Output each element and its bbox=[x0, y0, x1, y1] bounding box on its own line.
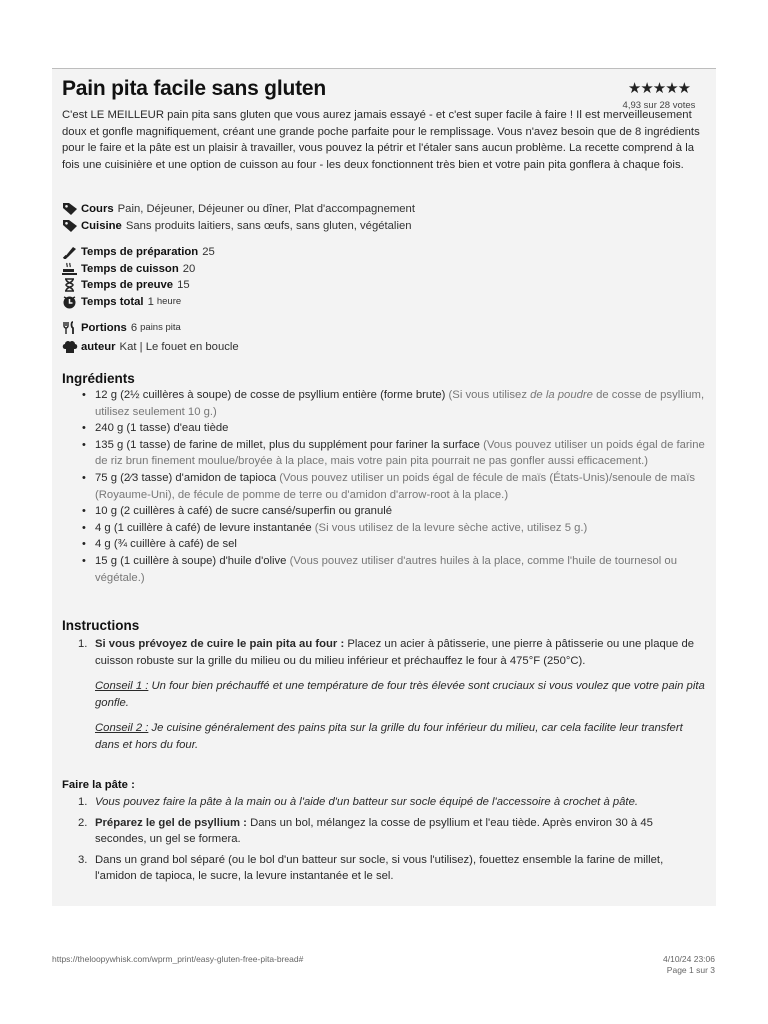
note-part: (Si vous utilisez bbox=[448, 389, 531, 401]
footer-url: https://theloopywhisk.com/wprm_print/easy-gluten-free-pita-bread# bbox=[52, 954, 304, 964]
star-rating-icon[interactable]: ★★★★★ bbox=[627, 80, 691, 97]
ingredient-item bbox=[95, 470, 707, 503]
ingredient-item bbox=[95, 387, 707, 420]
cook-time-value: 20 bbox=[182, 262, 196, 275]
step-body: Placez un acier à pâtisserie, une pierre à pâtisserie ou une plaque de cuisson robuste sur la grille du milieu ou du milieu inférieur et préchauffez le four à 475°F (250°C). bbox=[95, 638, 695, 667]
cuisine-row bbox=[62, 218, 415, 235]
servings-value[interactable]: 6 bbox=[130, 322, 138, 334]
cuisine-label: Cuisine bbox=[81, 219, 122, 232]
knife-icon bbox=[62, 245, 78, 259]
ingredients-heading: Ingrédients bbox=[62, 371, 135, 386]
ingredient-text: 12 g (2½ cuillères à soupe) de cosse de psyllium entière (forme brute) bbox=[95, 389, 449, 401]
dough-subheading: Faire la pâte : bbox=[62, 779, 135, 791]
author-value: Kat | Le fouet en boucle bbox=[119, 340, 239, 353]
prep-time-row bbox=[62, 244, 215, 261]
ingredient-text: 10 g (2 cuillères à café) de sucre cansé/superfin ou granulé bbox=[95, 505, 393, 518]
author-label: auteur bbox=[81, 340, 116, 353]
instruction-step bbox=[78, 852, 707, 885]
instructions-list bbox=[78, 636, 707, 754]
instruction-step bbox=[78, 636, 707, 754]
ingredient-note: (Vous pouvez utiliser d'autres huiles à la place, comme l'huile de tournesol ou végétale.) bbox=[95, 554, 677, 584]
step-number: 1. bbox=[78, 796, 88, 808]
total-time-unit: heure bbox=[156, 295, 182, 307]
step-number: 3. bbox=[78, 853, 88, 866]
footer-meta bbox=[663, 954, 715, 976]
prep-time-label: Temps de préparation bbox=[81, 246, 199, 258]
step-text bbox=[95, 636, 707, 669]
note-emphasis: de la poudre bbox=[530, 389, 593, 401]
ingredient-item bbox=[95, 536, 707, 553]
course-value: Pain, Déjeuner, Déjeuner ou dîner, Plat d'accompagnement bbox=[117, 203, 415, 215]
step-body: Vous pouvez faire la pâte à la main ou à l'aide d'un batteur sur socle équipé de l'accessoire à crochet à pâte. bbox=[95, 796, 638, 808]
dough-steps bbox=[78, 794, 707, 885]
ingredient-item bbox=[95, 553, 707, 586]
ingredient-item bbox=[95, 437, 707, 470]
footer-page: Page 1 sur 3 bbox=[666, 965, 715, 975]
servings-unit: pains pita bbox=[140, 322, 181, 333]
ingredients-list bbox=[95, 387, 707, 586]
ingredient-text: 135 g (1 tasse) de farine de millet, plus du supplément pour fariner la surface bbox=[95, 438, 484, 451]
tip-label: Conseil 2 : bbox=[95, 722, 149, 735]
step-number: 2. bbox=[78, 816, 88, 829]
footer-date: 4/10/24 23:06 bbox=[663, 954, 715, 964]
tip-2 bbox=[95, 720, 707, 753]
prep-time-value: 25 bbox=[202, 246, 215, 258]
ingredient-item bbox=[95, 420, 707, 437]
tag-icon bbox=[62, 219, 78, 233]
proof-time-value: 15 bbox=[177, 279, 190, 291]
instructions-heading: Instructions bbox=[62, 618, 140, 633]
course-label: Cours bbox=[81, 203, 114, 215]
cutlery-icon bbox=[62, 321, 78, 335]
chef-hat-icon bbox=[62, 340, 78, 354]
ingredient-note: (Vous pouvez utiliser un poids égal de fécule de maïs (États-Unis)/senoule de maïs (Royaume-Uni), de fécule de pomme de terre ou d'amidon d'arrow-root à la place.) bbox=[95, 471, 695, 501]
ingredient-text: 75 g (2⁄3 tasse) d'amidon de tapioca bbox=[95, 471, 280, 484]
proof-time-label: Temps de preuve bbox=[81, 279, 174, 291]
ingredient-text: 15 g (1 cuillère à soupe) d'huile d'olive bbox=[95, 554, 290, 567]
hourglass-icon bbox=[62, 278, 78, 292]
tags-block bbox=[62, 201, 415, 234]
tip-label: Conseil 1 : bbox=[95, 680, 149, 693]
rating-votes: 4,93 sur 28 votes bbox=[622, 100, 696, 111]
step-body: Dans un bol, mélangez la cosse de psyllium et l'eau tiède. Après environ 30 à 45 secondes, un gel se formera. bbox=[95, 816, 653, 846]
step-bold: Si vous prévoyez de cuire le pain pita au four : bbox=[95, 638, 345, 650]
ingredient-text: 240 g (1 tasse) d'eau tiède bbox=[95, 422, 229, 435]
ingredient-note: (Si vous utilisez de la levure sèche active, utilisez 5 g.) bbox=[314, 521, 588, 534]
ingredient-item bbox=[95, 520, 707, 537]
servings-row bbox=[62, 320, 239, 337]
step-number: 1. bbox=[78, 638, 88, 650]
times-block bbox=[62, 244, 215, 310]
note-part: de cosse de psyllium, utilisez seulement 10 g.) bbox=[95, 389, 705, 418]
ingredient-text: 4 g (¾ cuillère à café) de sel bbox=[95, 538, 237, 551]
tip-text: Je cuisine généralement des pains pita sur la grille du four inférieur du milieu, car cela facilite leur transfert dans et hors du four. bbox=[95, 722, 683, 751]
tip-1 bbox=[95, 678, 707, 711]
total-time-value: 1 bbox=[147, 295, 154, 308]
servings-block bbox=[62, 320, 239, 355]
author-row bbox=[62, 339, 239, 356]
recipe-title: Pain pita facile sans gluten bbox=[62, 77, 326, 100]
servings-label: Portions bbox=[81, 322, 127, 334]
ingredient-text: 4 g (1 cuillère à café) de levure instantanée bbox=[95, 521, 315, 534]
instruction-step bbox=[78, 794, 707, 811]
cook-time-label: Temps de cuisson bbox=[81, 262, 179, 275]
cuisine-value: Sans produits laitiers, sans œufs, sans gluten, végétalien bbox=[125, 219, 412, 232]
instruction-step bbox=[78, 815, 707, 848]
tip-text: Un four bien préchauffé et une température de four très élevée sont cruciaux si vous voulez que votre pain pita gonfle. bbox=[95, 680, 705, 709]
ingredient-item bbox=[95, 503, 707, 520]
total-time-row bbox=[62, 294, 215, 311]
course-row bbox=[62, 201, 415, 218]
cook-time-row bbox=[62, 261, 215, 278]
step-body: Dans un grand bol séparé (ou le bol d'un batteur sur socle, si vous l'utilisez), fouettez ensemble la farine de millet, l'amidon de tapioca, le sucre, la levure instantanée et le sel. bbox=[95, 853, 664, 883]
total-time-label: Temps total bbox=[81, 295, 144, 308]
step-bold: Préparez le gel de psyllium : bbox=[95, 816, 247, 829]
proof-time-row bbox=[62, 277, 215, 294]
ingredient-note: (Vous pouvez utiliser un poids égal de farine de riz brun finement moulue/broyée à la place, mais votre pain pita pourrait ne pas gonfler aussi efficacement.) bbox=[95, 438, 705, 468]
clock-icon bbox=[62, 295, 78, 309]
tag-icon bbox=[62, 202, 78, 216]
cooking-pot-icon bbox=[62, 262, 78, 276]
recipe-card bbox=[52, 68, 716, 906]
recipe-summary: C'est LE MEILLEUR pain pita sans gluten que vous aurez jamais essayé - et c'est super facile à faire ! Il est merveilleusement doux et gonfle magnifiquement, créant une grande poche parfaite pour le remplissage. Vous n'avez besoin que de 8 ingrédients pour le faire et la pâte est un plaisir à travailler, vous pouvez la pétrir et l'étaler sans aucun problème. La recette comprend à la fois une cuisinière et une option de cuisson au four - les deux fonctionnent très bien et votre pain pita gonflera à chaque fois. bbox=[62, 109, 700, 171]
